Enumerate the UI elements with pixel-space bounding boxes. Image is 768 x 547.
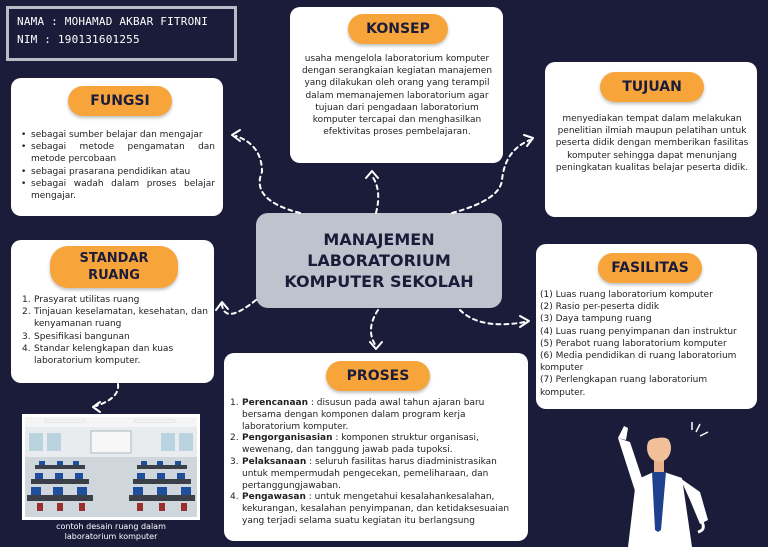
proses-heading: PROSES [326, 361, 430, 391]
arrow-to-konsep [372, 176, 378, 213]
arrow-to-tujuan [452, 140, 530, 213]
proses-item: 3. Pelaksanaan : seluruh fasilitas harus diadministrasikan untuk mempermudah pengecekan, pemeliharaan, dan pertanggungjawaban. [230, 456, 497, 491]
arrowhead-proses [370, 342, 382, 349]
standar-heading-line: STANDAR [79, 251, 149, 266]
fasilitas-item: (4) Luas ruang penyimpanan dan instruktur [540, 326, 737, 337]
main-title-line: KOMPUTER SEKOLAH [284, 272, 474, 291]
arrow-to-proses [371, 310, 378, 346]
fasilitas-item: (1) Luas ruang laboratorium komputer [540, 290, 713, 300]
fungsi-item: • sebagai sumber belajar dan mengajar [21, 129, 215, 141]
fungsi-item: • sebagai prasarana pendidikan atau [21, 166, 215, 178]
fasilitas-item: (6) Media pendidikan di ruang laboratorium komputer [540, 351, 737, 374]
arrow-to-fasilitas [460, 310, 525, 324]
main-title-line: LABORATORIUM [307, 251, 451, 270]
konsep-text: usaha mengelola laboratorium komputer dengan serangkaian kegiatan manajemen yang dilakukan oleh orang yang terampil dalam memanajemen laboratorium agar tujuan dari pengadaan laboratorium komputer tercapai dan menghasilkan efektivitas proses pembelajaran. [301, 54, 493, 138]
main-title-line: MANAJEMEN [323, 230, 435, 249]
konsep-heading: KONSEP [348, 14, 448, 44]
proses-item: 1. Perencanaan : disusun pada awal tahun ajaran baru bersama dengan komponen dalam program kerja laboratorium komputer. [230, 398, 485, 432]
fungsi-heading: FUNGSI [68, 86, 172, 116]
arrowhead-photo [93, 402, 100, 412]
standar-item: 4. Standar kelengkapan dan kuas laboratorium komputer. [22, 343, 174, 367]
fasilitas-item: (7) Perlengkapan ruang laboratorium komputer. [540, 375, 708, 398]
standar-item: 2. Tinjauan keselamatan, kesehatan, dan kenyamanan ruang [22, 307, 208, 330]
proses-item: 2. Pengorganisasian : komponen struktur organisasi, wewenang, dan tanggung jawab pada tupoksi. [230, 433, 479, 456]
standar-heading-line: RUANG [88, 268, 140, 283]
tujuan-heading: TUJUAN [600, 72, 704, 102]
fungsi-item: • sebagai metode pengamatan dan metode percobaan [21, 141, 215, 165]
proses-item: 4. Pengawasan : untuk mengetahui kesalahankesalahan, kekurangan, kesalahan penyimpanan, dan ketidaksesuaian yang terjadi selama suatu kegiatan itu berlangsung [230, 492, 510, 526]
fungsi-item: • sebagai wadah dalam proses belajar mengajar. [21, 178, 215, 202]
arrow-to-fungsi [236, 136, 300, 213]
fasilitas-item: (3) Daya tampung ruang [540, 314, 652, 325]
tujuan-text: menyediakan tempat dalam melakukan penelitian ilmiah maupun pelatihan untuk peserta didik dengan memberikan fasilitas komputer sehingga dapat menunjang peningkatan kualitas belajar peserta didik. [555, 114, 749, 173]
arrowhead-konsep [366, 171, 378, 178]
fasilitas-heading: FASILITAS [598, 253, 702, 283]
photo-caption-line: contoh desain ruang dalam [56, 522, 166, 531]
standar-item: 1. Prasyarat utilitas ruang [22, 295, 140, 305]
student-name: NAMA : MOHAMAD AKBAR FITRONI [17, 15, 209, 28]
standar-item: 3. Spesifikasi bangunan [22, 331, 130, 342]
student-nim: NIM : 190131601255 [17, 33, 140, 46]
photo-caption-line: laboratorium komputer [64, 531, 158, 541]
fasilitas-item: (2) Rasio per-peserta didik [540, 302, 660, 313]
fasilitas-item: (5) Perabot ruang laboratorium komputer [540, 338, 727, 349]
